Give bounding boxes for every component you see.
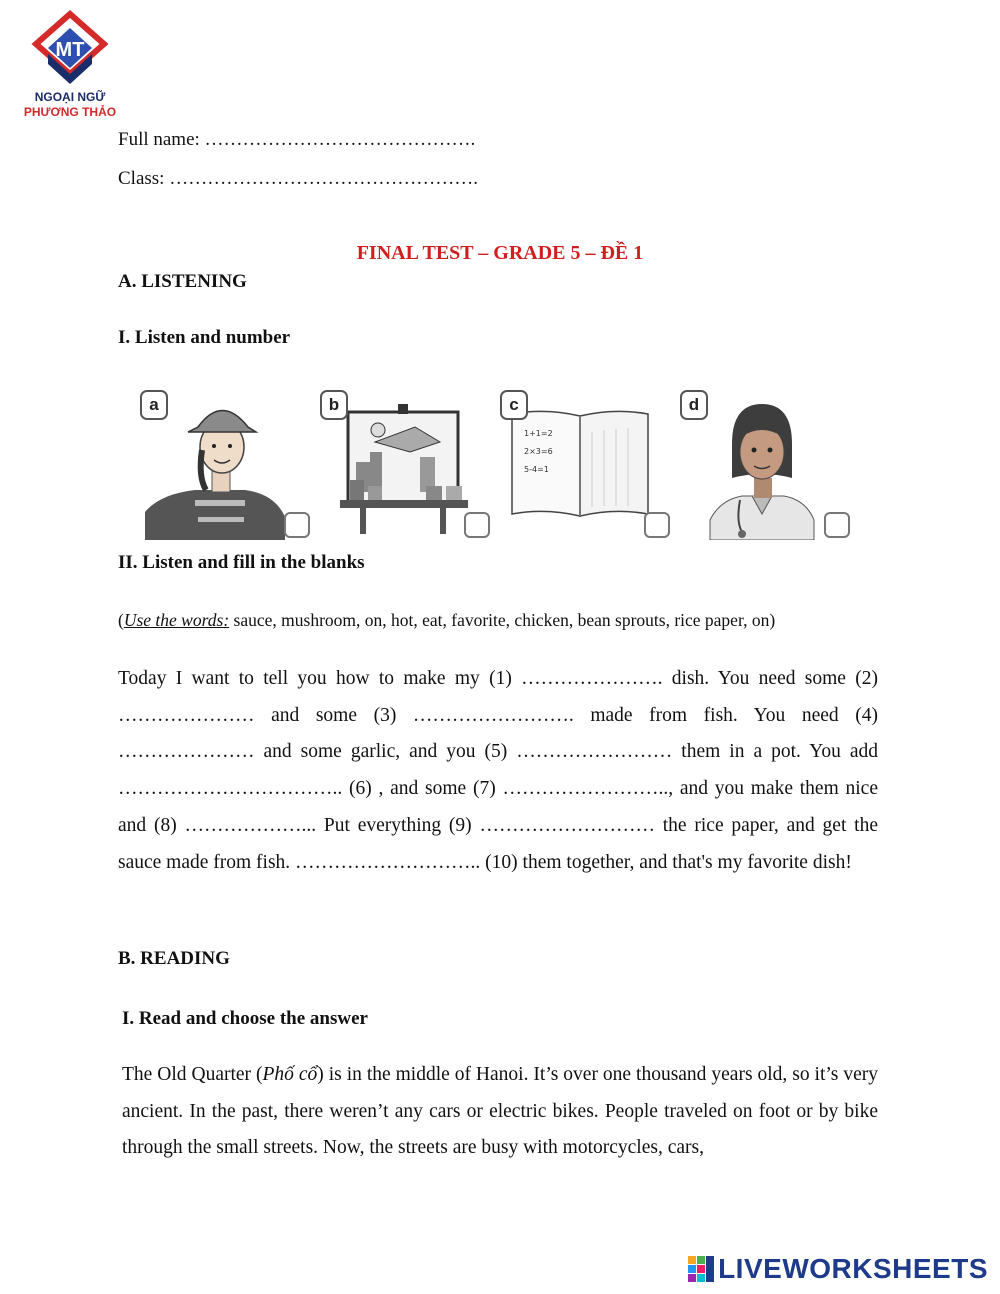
picture-d-answer-box[interactable]: [824, 512, 850, 538]
picture-c-answer-box[interactable]: [644, 512, 670, 538]
liveworksheets-brand: [688, 1252, 988, 1286]
word-bank-open: (: [118, 610, 124, 630]
svg-text:5-4=1: 5-4=1: [524, 465, 549, 474]
fill-blanks-paragraph: Today I want to tell you how to make my (1) …………………. dish. You need some (2) ………………… and some (3) ……………………. made from fish. You need (4) ………………… and some garlic, and you (5) …………………… them in a pot. You add …………………………….. (6) , and some (7) …………………….., and you make them nice and (8) ………………... Put everything (9) ……………………… the rice paper, and get the sauce made from fish. ……………………….. (10) them together, and that's my favorite dish!: [118, 668, 878, 873]
picture-a: [140, 382, 310, 540]
liveworksheets-text: LIVEWORKSHEETS: [718, 1253, 988, 1284]
logo-line-1: NGOẠI NGỮ: [34, 90, 106, 104]
picture-b-answer-box[interactable]: [464, 512, 490, 538]
reading-passage-italic: Phố cổ: [262, 1064, 318, 1085]
word-bank-words: sauce, mushroom, on, hot, eat, favorite, chicken, bean sprouts, rice paper, on): [229, 610, 776, 630]
liveworksheets-logo-icon: [688, 1256, 714, 1282]
logo-line-2: PHƯƠNG THẢO: [23, 105, 117, 119]
part-1-heading: I. Listen and number: [118, 327, 291, 348]
picture-d-label: d: [680, 390, 708, 420]
reading-passage-rest: ) is in the middle of Hanoi. It’s over one thousand years old, so it’s very ancient. In the past, there weren’t any cars or electric bikes. People traveled on foot or by bike through the small streets. Now, the streets are busy with motorcycles, cars,: [122, 1064, 878, 1159]
picture-b-label: b: [320, 390, 348, 420]
word-bank-label: Use the words:: [123, 610, 230, 630]
reading-1-heading: I. Read and choose the answer: [122, 1008, 368, 1029]
svg-text:MT: MT: [55, 39, 85, 61]
picture-c: [500, 382, 670, 540]
svg-text:2×3=6: 2×3=6: [524, 447, 553, 456]
school-logo: [20, 10, 120, 122]
section-a-heading: A. LISTENING: [118, 271, 247, 292]
word-bank: [118, 610, 775, 631]
reading-passage-start: The Old Quarter (: [122, 1064, 263, 1085]
reading-passage: [122, 1057, 878, 1167]
part-2-heading: II. Listen and fill in the blanks: [118, 552, 365, 573]
test-title: FINAL TEST – GRADE 5 – ĐỀ 1: [356, 242, 644, 264]
section-b-heading: B. READING: [118, 948, 230, 969]
picture-d: [680, 382, 850, 540]
class-field[interactable]: Class: ………………………………………….: [118, 168, 478, 189]
picture-a-label: a: [140, 390, 168, 420]
picture-b: [320, 382, 490, 540]
full-name-field[interactable]: Full name: …………………………………….: [118, 129, 476, 150]
school-logo-icon: [20, 10, 120, 90]
picture-c-label: c: [500, 390, 528, 420]
picture-a-answer-box[interactable]: [284, 512, 310, 538]
listening-pictures: [140, 382, 850, 542]
svg-text:1+1=2: 1+1=2: [524, 429, 553, 438]
